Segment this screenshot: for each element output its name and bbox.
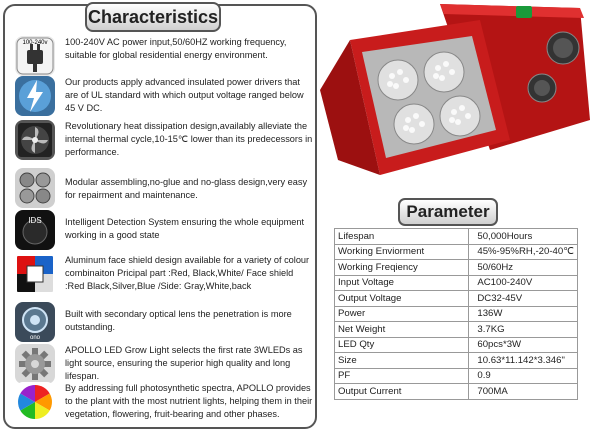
ids-chip-icon xyxy=(15,210,55,250)
feature-text: Revolutionary heat dissipation design,availably alleviate the internal thermal cycle,10-15℃ lower than its predecessors in performance. xyxy=(65,121,313,157)
param-value: 45%-95%RH,-20-40℃ xyxy=(469,244,578,260)
color-spectrum-icon xyxy=(15,382,55,422)
table-row xyxy=(335,275,578,291)
feature-text: 100-240V AC power input,50/60HZ working frequency, suitable for global residential energy environment. xyxy=(65,37,287,60)
table-row xyxy=(335,244,578,260)
table-row xyxy=(335,353,578,369)
param-label: Working Enviorment xyxy=(335,244,469,260)
param-label: LED Qty xyxy=(335,337,469,353)
param-label: Power xyxy=(335,306,469,322)
table-row xyxy=(335,337,578,353)
feature-text: By addressing full photosynthetic spectra, APOLLO provides to the plant with the most nutrient lights, helping them in their vegetation, flowering, fruit-bearing and other phases. xyxy=(65,383,313,419)
characteristics-panel xyxy=(3,4,317,429)
characteristics-title: Characteristics xyxy=(85,2,221,32)
product-image xyxy=(320,0,600,196)
power-plug-icon xyxy=(15,36,55,76)
table-row xyxy=(335,368,578,384)
param-label: PF xyxy=(335,368,469,384)
param-label: Lifespan xyxy=(335,229,469,245)
parameter-table xyxy=(334,228,578,400)
modular-parts-icon xyxy=(15,168,55,208)
param-value: 60pcs*3W xyxy=(469,337,578,353)
ono-icon-label: ono xyxy=(29,335,41,341)
lightning-bolt-icon xyxy=(15,76,55,116)
feature-text: Intelligent Detection System ensuring the whole equipment working in a good state xyxy=(65,217,305,240)
cooling-fan-icon xyxy=(15,120,55,160)
feature-text: Built with secondary optical lens the penetration is more outstanding. xyxy=(65,309,292,332)
param-value: 50/60Hz xyxy=(469,260,578,276)
param-value: AC100-240V xyxy=(469,275,578,291)
param-value: 3.7KG xyxy=(469,322,578,338)
param-value: 50,000Hours xyxy=(469,229,578,245)
voltage-icon-label: 100-240v xyxy=(22,40,48,46)
color-squares-icon xyxy=(15,254,55,294)
parameter-title: Parameter xyxy=(398,198,498,226)
feature-text: Modular assembling,no-glue and no-glass design,very easy for repairment and maintenance. xyxy=(65,177,308,200)
param-label: Output Current xyxy=(335,384,469,400)
param-value: 136W xyxy=(469,306,578,322)
gear-icon xyxy=(15,344,55,384)
table-row xyxy=(335,260,578,276)
table-row xyxy=(335,306,578,322)
param-label: Working Freqiency xyxy=(335,260,469,276)
param-label: Output Voltage xyxy=(335,291,469,307)
table-row xyxy=(335,384,578,400)
power-switch-icon xyxy=(516,6,532,18)
feature-text: APOLLO LED Grow Light selects the first rate 3WLEDs as light source, ensuring the superior high quality and long lifespan. xyxy=(65,345,303,381)
param-value: DC32-45V xyxy=(469,291,578,307)
param-value: 0.9 xyxy=(469,368,578,384)
table-row xyxy=(335,229,578,245)
param-value: 10.63*11.142*3.346" xyxy=(469,353,578,369)
ids-icon-label: IDS xyxy=(28,216,42,225)
feature-text: Our products apply advanced insulated power drivers that are of UL standard with which output voltage ranged below 45 V DC. xyxy=(65,77,304,113)
table-row xyxy=(335,291,578,307)
table-row xyxy=(335,322,578,338)
param-label: Input Voltage xyxy=(335,275,469,291)
param-value: 700MA xyxy=(469,384,578,400)
optical-lens-icon xyxy=(15,302,55,342)
feature-text: Aluminum face shield design available for a variety of colour combinaiton Pricipal part :Red, Black,White/ Face shield :Red Black,Silver,Blue /Side: Gray,White,back xyxy=(65,255,310,291)
param-label: Net Weight xyxy=(335,322,469,338)
param-label: Size xyxy=(335,353,469,369)
